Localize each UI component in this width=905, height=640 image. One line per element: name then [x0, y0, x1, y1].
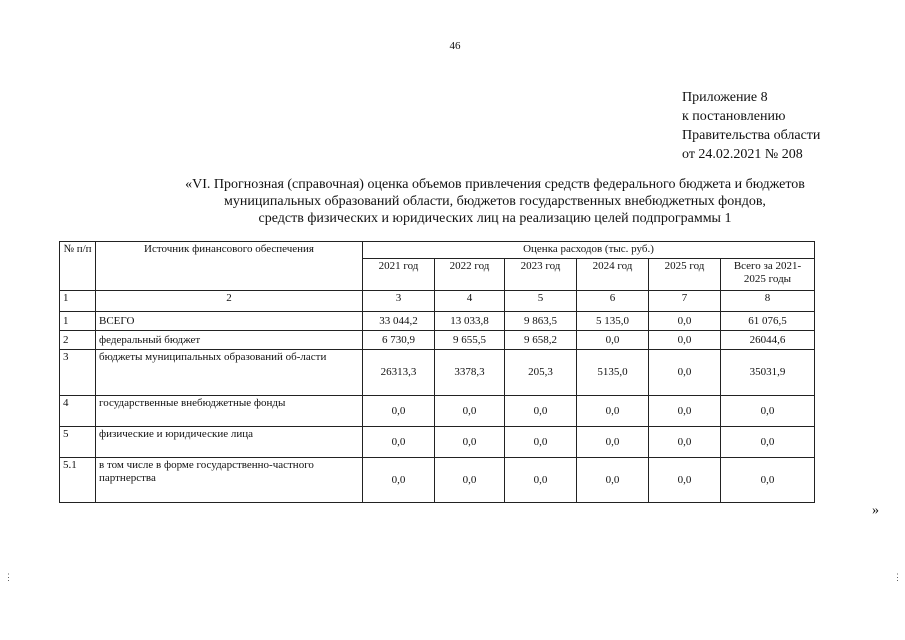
header-year: 2025 год	[649, 259, 721, 291]
appendix-line: Приложение 8	[682, 90, 768, 105]
financing-table	[59, 241, 815, 503]
header-year: 2024 год	[577, 259, 649, 291]
row-value: 0,0	[649, 458, 721, 503]
row-value: 9 655,5	[435, 331, 505, 350]
row-value: 0,0	[435, 427, 505, 458]
row-value: 3378,3	[435, 350, 505, 396]
row-value: 0,0	[505, 427, 577, 458]
row-value: 33 044,2	[363, 312, 435, 331]
title-line: муниципальных образований области, бюджетов государственных внебюджетных фондов,	[224, 194, 766, 209]
row-value: 0,0	[505, 396, 577, 427]
row-value: 0,0	[435, 396, 505, 427]
row-source: государственные внебюджетные фонды	[96, 396, 363, 427]
row-value: 0,0	[435, 458, 505, 503]
row-value: 5135,0	[577, 350, 649, 396]
col-number: 2	[96, 291, 363, 312]
header-num: № п/п	[60, 242, 96, 291]
appendix-line: Правительства области	[682, 128, 821, 143]
row-value: 0,0	[649, 396, 721, 427]
table-row	[60, 396, 815, 427]
row-value: 0,0	[649, 312, 721, 331]
row-source: федеральный бюджет	[96, 331, 363, 350]
row-value: 5 135,0	[577, 312, 649, 331]
row-value: 0,0	[649, 427, 721, 458]
row-value: 35031,9	[721, 350, 815, 396]
row-value: 0,0	[577, 458, 649, 503]
row-source: физические и юридические лица	[96, 427, 363, 458]
col-number: 6	[577, 291, 649, 312]
row-value: 0,0	[721, 458, 815, 503]
row-value: 9 863,5	[505, 312, 577, 331]
row-source: в том числе в форме государственно-частного партнерства	[96, 458, 363, 503]
header-estimate: Оценка расходов (тыс. руб.)	[363, 242, 815, 259]
row-source: бюджеты муниципальных образований об-ласти	[96, 350, 363, 396]
header-year: 2021 год	[363, 259, 435, 291]
table-row	[60, 331, 815, 350]
row-value: 13 033,8	[435, 312, 505, 331]
header-source: Источник финансового обеспечения	[96, 242, 363, 291]
row-value: 0,0	[363, 458, 435, 503]
col-number: 1	[60, 291, 96, 312]
row-num: 5.1	[60, 458, 96, 503]
row-value: 0,0	[363, 427, 435, 458]
header-total: Всего за 2021-2025 годы	[721, 259, 815, 291]
table-row	[60, 458, 815, 503]
col-number: 8	[721, 291, 815, 312]
table-row	[60, 350, 815, 396]
section-title	[130, 176, 860, 227]
row-value: 0,0	[577, 427, 649, 458]
row-value: 0,0	[649, 331, 721, 350]
row-value: 205,3	[505, 350, 577, 396]
row-value: 0,0	[721, 396, 815, 427]
table-row	[60, 427, 815, 458]
row-value: 9 658,2	[505, 331, 577, 350]
header-year: 2022 год	[435, 259, 505, 291]
page-number: 46	[449, 40, 461, 52]
col-number: 3	[363, 291, 435, 312]
title-line: средств физических и юридических лиц на реализацию целей подпрограммы 1	[258, 211, 732, 226]
title-line: «VI. Прогнозная (справочная) оценка объемов привлечения средств федерального бюджета и бюджетов	[185, 177, 805, 192]
row-value: 6 730,9	[363, 331, 435, 350]
col-number: 4	[435, 291, 505, 312]
row-value: 0,0	[721, 427, 815, 458]
col-number: 7	[649, 291, 721, 312]
row-num: 3	[60, 350, 96, 396]
header-year: 2023 год	[505, 259, 577, 291]
row-source: ВСЕГО	[96, 312, 363, 331]
row-value: 0,0	[577, 331, 649, 350]
appendix-line: от 24.02.2021 № 208	[682, 147, 803, 162]
row-value: 0,0	[577, 396, 649, 427]
col-number: 5	[505, 291, 577, 312]
row-value: 0,0	[505, 458, 577, 503]
closing-quote: »	[872, 503, 879, 518]
row-value: 0,0	[363, 396, 435, 427]
column-number-row	[60, 291, 815, 312]
row-value: 61 076,5	[721, 312, 815, 331]
row-num: 4	[60, 396, 96, 427]
row-num: 5	[60, 427, 96, 458]
row-value: 26044,6	[721, 331, 815, 350]
scan-edge-mark: ⋮	[893, 572, 902, 582]
row-num: 2	[60, 331, 96, 350]
appendix-line: к постановлению	[682, 109, 786, 124]
table-row	[60, 312, 815, 331]
appendix-block	[682, 88, 820, 164]
row-num: 1	[60, 312, 96, 331]
scan-edge-mark: ⋮	[4, 572, 13, 582]
row-value: 26313,3	[363, 350, 435, 396]
row-value: 0,0	[649, 350, 721, 396]
